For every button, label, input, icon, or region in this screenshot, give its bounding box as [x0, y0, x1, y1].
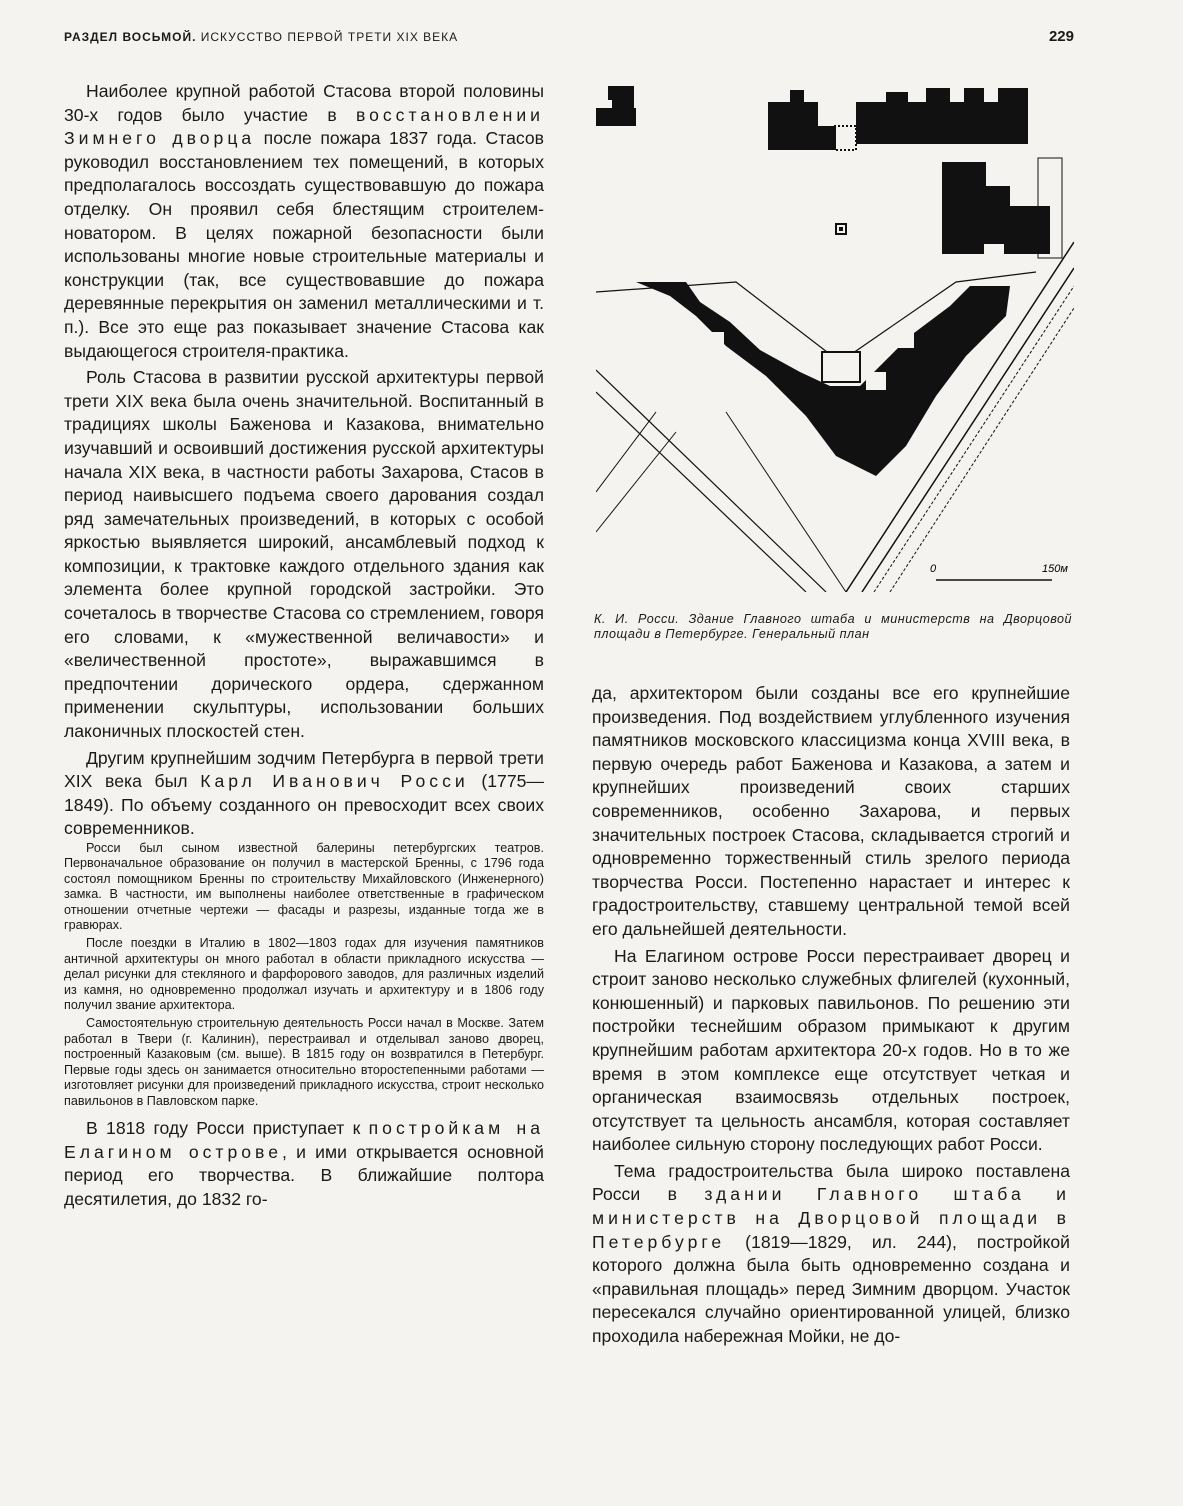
text-span: Другим крупнейшим зодчим Петербурга в первой трети XIX века был: [64, 747, 544, 792]
paragraph: [64, 747, 544, 841]
paragraph: Роль Стасова в развитии русской архитектуры первой трети XIX века была очень значительной. Воспитанный в традициях школы Баженова и Казакова, внимательно изучавший и освоивший достижения русской архитектуры начала XIX века, в частности работы Захарова, Стасов в период наивысшего подъема своего дарования создал ряд замечательных произведений, в которых с особой яркостью выявляется широкий, ансамблевый подход к композиции, к трактовке каждого отдельного здания как элемента более крупной городской застройки. Это сочеталось в творчестве Стасова со стремлением, говоря его словами, к «мужественной величавости» и «величественной простоте», выражавшимся в предпочтении дорического ордера, сдержанном применении скульптуры, использовании больших лаконичных плоскостей стен.: [64, 367, 544, 742]
text-span: после пожара 1837 года. Стасов руководил восстановлением тех помещений, в которых предполагалось воссоздать существовавшую до пожара отделку. Он проявил себя блестящим строителем-новатором. В целях пожарной безопасности были использованы многие новые строительные материалы и конструкции (так, все существовавшие до пожара деревянные перекрытия он заменил металлическими и т. п.). Все это еще раз показывает значение Стасова как выдающегося строителя-практика.: [64, 128, 544, 361]
courtyard: [706, 332, 724, 346]
palace-passage: [834, 126, 856, 150]
site-plan-figure: [596, 72, 1074, 592]
small-paragraph: После поездки в Италию в 1802—1803 годах для изучения памятников античной архитектуры он много работал в области прикладного искусства — делал рисунки для стекляного и фарфорового заводов, для различных изделий из камня, но одновременно продолжал изучать и архитектуру и в 1806 году получил звание архитектора.: [64, 936, 544, 1013]
section-subtitle: ИСКУССТВО ПЕРВОЙ ТРЕТИ XIX ВЕКА: [200, 30, 459, 44]
running-header: [64, 30, 1074, 52]
street-line: [596, 370, 826, 592]
small-paragraph: Самостоятельную строительную деятельность Росси начал в Москве. Затем работал в Твери (г. Калинин), перестраивал и отделывал заново дворец, построенный Казаковым (см. выше). В 1815 году он возвратился в Петербург. Первые годы здесь он занимается относительно второстепенными работами — изготовляет рисунки для произведений прикладного искусства, строит несколько павильонов в Павловском парке.: [64, 1016, 544, 1108]
paragraph: [592, 1160, 1070, 1349]
emphasis-text: постройкам на Елагином острове: [64, 1117, 544, 1162]
figure-caption: К. И. Росси. Здание Главного штаба и министерств на Дворцовой площади в Петербурге. Генеральный план: [594, 612, 1072, 642]
right-column: [592, 682, 1070, 1349]
winter-palace-block: [856, 88, 1028, 144]
section-label: РАЗДЕЛ ВОСЬМОЙ.: [64, 30, 197, 44]
text-span: Наиболее крупной работой Стасова второй половины 30-х годов было участие в: [64, 81, 544, 125]
hermitage-block: [942, 162, 1050, 254]
paragraph: На Елагином острове Росси перестраивает дворец и строит заново несколько служебных флигелей (кухонный, конюшенный) и парковых павильонов. По решению эти постройки теснейшим образом примыкают к другим крупнейшим работам архитектора 20-х годов. Но в то же время в этом комплексе еще отсутствует четкая и органическая взаимосвязь отдельных построек, отсутствует та цельность ансамбля, которая составляет наиболее сильную сторону последующих работ Росси.: [592, 945, 1070, 1155]
alexander-column-dot: [839, 227, 843, 231]
small-paragraph: Росси был сыном известной балерины петербургских театров. Первоначальное образование он получил в мастерской Бренны, с 1796 года состоял помощником Бренны по строительству Михайловского (Инженерного) замка. В частности, им выполнены наиболее ответственные в графическом отношении отчетные чертежи — фасады и разрезы, изданные тогда же в гравюрах.: [64, 841, 544, 933]
scale-max-label: 150м: [1042, 563, 1068, 575]
text-span: Тема градостроительства была широко поставлена Росси в: [592, 1160, 1070, 1205]
courtyard: [656, 308, 676, 322]
text-span: (1819—1829, ил. 244), постройкой которого должна была быть одновременно создана и «правильная площадь» перед Зимним дворцом. Участок пересекался случайно ориентированной улицей, близко проходила набережная Мойки, не до-: [592, 1231, 1070, 1347]
arch-passage: [822, 352, 860, 382]
paragraph: [64, 80, 544, 363]
winter-palace-block: [768, 90, 836, 150]
text-span: В 1818 году Росси приступает к: [86, 1117, 369, 1138]
emphasis-text: восстановлении Зимнего дворца: [64, 104, 544, 149]
site-plan-drawing: [596, 72, 1074, 592]
building-block: [612, 92, 630, 110]
emphasis-text: здании Главного штаба и министерств на Дворцовой площади в Петербурге: [592, 1184, 1070, 1252]
paragraph: [64, 1117, 544, 1211]
scale-zero-label: 0: [930, 563, 937, 575]
text-span: (1775—1849). По объему созданного он превосходит всех своих современников.: [64, 771, 544, 839]
paragraph: да, архитектором были созданы все его крупнейшие произведения. Под воздействием углубленного изучения памятников московского классицизма конца XVIII века, в первую очередь работ Баженова и Казакова, а затем и крупнейших произведений своих старших современников, особенно Захарова, и первых значительных построек Стасова, складывается строгий и одновременно торжественный стиль зрелого периода творчества Росси. Постепенно нарастает и интерес к градостроительству, ставшему центральной темой всей его дальнейшей деятельности.: [592, 683, 1070, 939]
street-line: [596, 412, 846, 592]
courtyard: [866, 372, 886, 390]
page-number: 229: [1048, 28, 1074, 45]
emphasis-text: Карл Иванович Росси: [200, 771, 469, 792]
text-span: , и ими открывается основной период его творчества. В ближайшие полтора десятилетия, до 1832 го-: [64, 1141, 544, 1209]
courtyard: [896, 332, 914, 348]
left-column: [64, 80, 544, 1211]
